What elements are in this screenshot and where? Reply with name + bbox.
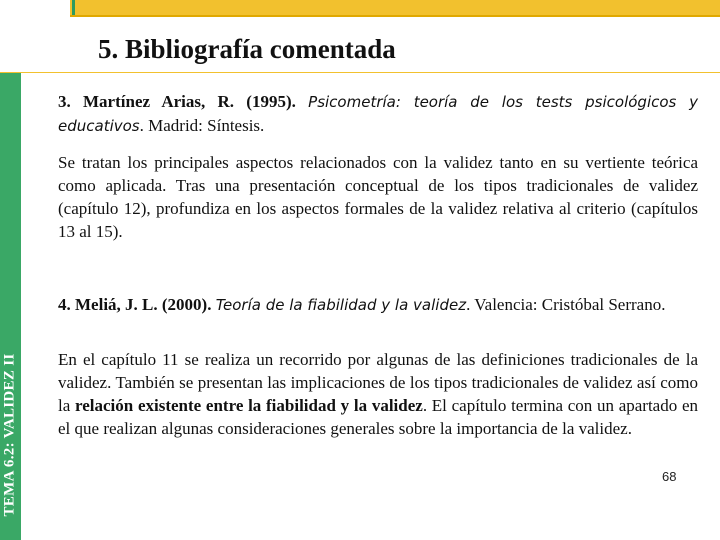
- top-accent-bar: [70, 0, 720, 17]
- reference-1-title: Psicometría: teoría de los tests psicológicos y educativos: [58, 93, 699, 135]
- reference-2-comment-highlight: relación existente entre la fiabilidad y la validez: [75, 396, 423, 415]
- reference-2: [58, 293, 698, 317]
- reference-2-comment: [58, 348, 698, 440]
- reference-2-citation: 4. Meliá, J. L. (2000).: [58, 295, 212, 314]
- reference-2-title: Teoría de la fiabilidad y la validez: [215, 296, 467, 314]
- reference-2-comment-start: En el capítulo 11 se realiza un recorrido por algunas de las definiciones tradicionales de la validez. También se presentan las implicaciones de los tipos tradicionales de validez así como la: [58, 350, 698, 415]
- slide-title: 5. Bibliografía comentada: [98, 34, 396, 64]
- page-number: 68: [662, 469, 677, 484]
- reference-2-publisher: . Valencia: Cristóbal Serrano.: [466, 295, 666, 314]
- reference-1-comment: Se tratan los principales aspectos relacionados con la validez tanto en su vertiente teórica como aplicada. Tras una presentación conceptual de los tipos tradicionales de validez (capítulo 12), profundiza en los aspectos formales de la validez relativa al criterio (capítulos 13 al 15).: [58, 153, 698, 241]
- side-label: [0, 330, 20, 540]
- title-divider: [0, 72, 720, 73]
- top-accent-tick: [72, 0, 75, 15]
- reference-1-publisher: . Madrid: Síntesis.: [139, 116, 265, 135]
- side-label-text: TEMA 6.2: VALIDEZ II: [1, 353, 18, 517]
- reference-2-comment-end: . El capítulo termina con un apartado en el que realizan algunas consideraciones generales sobre la importancia de la validez.: [58, 396, 698, 438]
- reference-1: [58, 90, 698, 138]
- reference-1-citation: 3. Martínez Arias, R. (1995).: [58, 92, 296, 111]
